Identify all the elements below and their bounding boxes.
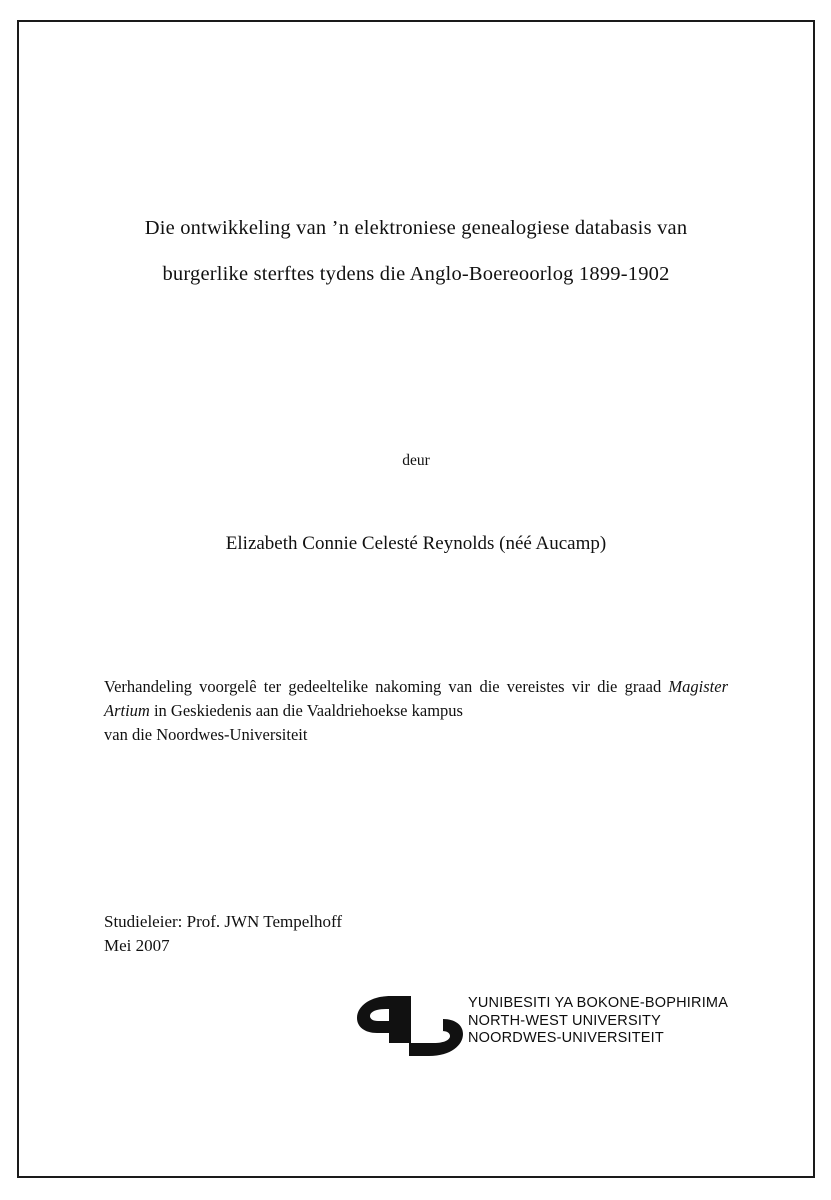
submission-statement-part1: Verhandeling voorgelê ter gedeeltelike nakoming van die vereistes vir die graad [104, 677, 669, 696]
north-west-university-logo-mark-icon [355, 993, 465, 1059]
date-line: Mei 2007 [104, 936, 170, 955]
university-logo [250, 985, 729, 1065]
page-title [100, 205, 732, 297]
supervisor-line: Studieleier: Prof. JWN Tempelhoff [104, 912, 343, 931]
logo-text-line-1: YUNIBESITI YA BOKONE-BOPHIRIMA [468, 995, 729, 1011]
university-logo-text [468, 995, 728, 1048]
submission-statement-part2: in Geskiedenis aan die Vaaldriehoekse kampus [149, 701, 463, 720]
author-name: Elizabeth Connie Celesté Reynolds (néé Aucamp) [225, 533, 607, 554]
submission-statement-line3: van die Noordwes-Universiteit [104, 725, 308, 744]
degree-name: Magister Artium [104, 677, 728, 720]
supervisor-block [104, 910, 604, 958]
logo-text-line-2: NORTH-WEST UNIVERSITY [468, 1012, 661, 1029]
by-word: deur [402, 452, 430, 469]
logo-text-line-3: NOORDWES-UNIVERSITEIT [468, 1030, 664, 1046]
title-line-2: burgerlike sterftes tydens die Anglo-Boereoorlog 1899-1902 [162, 263, 670, 285]
title-line-1: Die ontwikkeling van ’n elektroniese genealogiese databasis van [144, 217, 688, 239]
submission-statement [104, 675, 728, 747]
page-content [100, 20, 732, 1178]
